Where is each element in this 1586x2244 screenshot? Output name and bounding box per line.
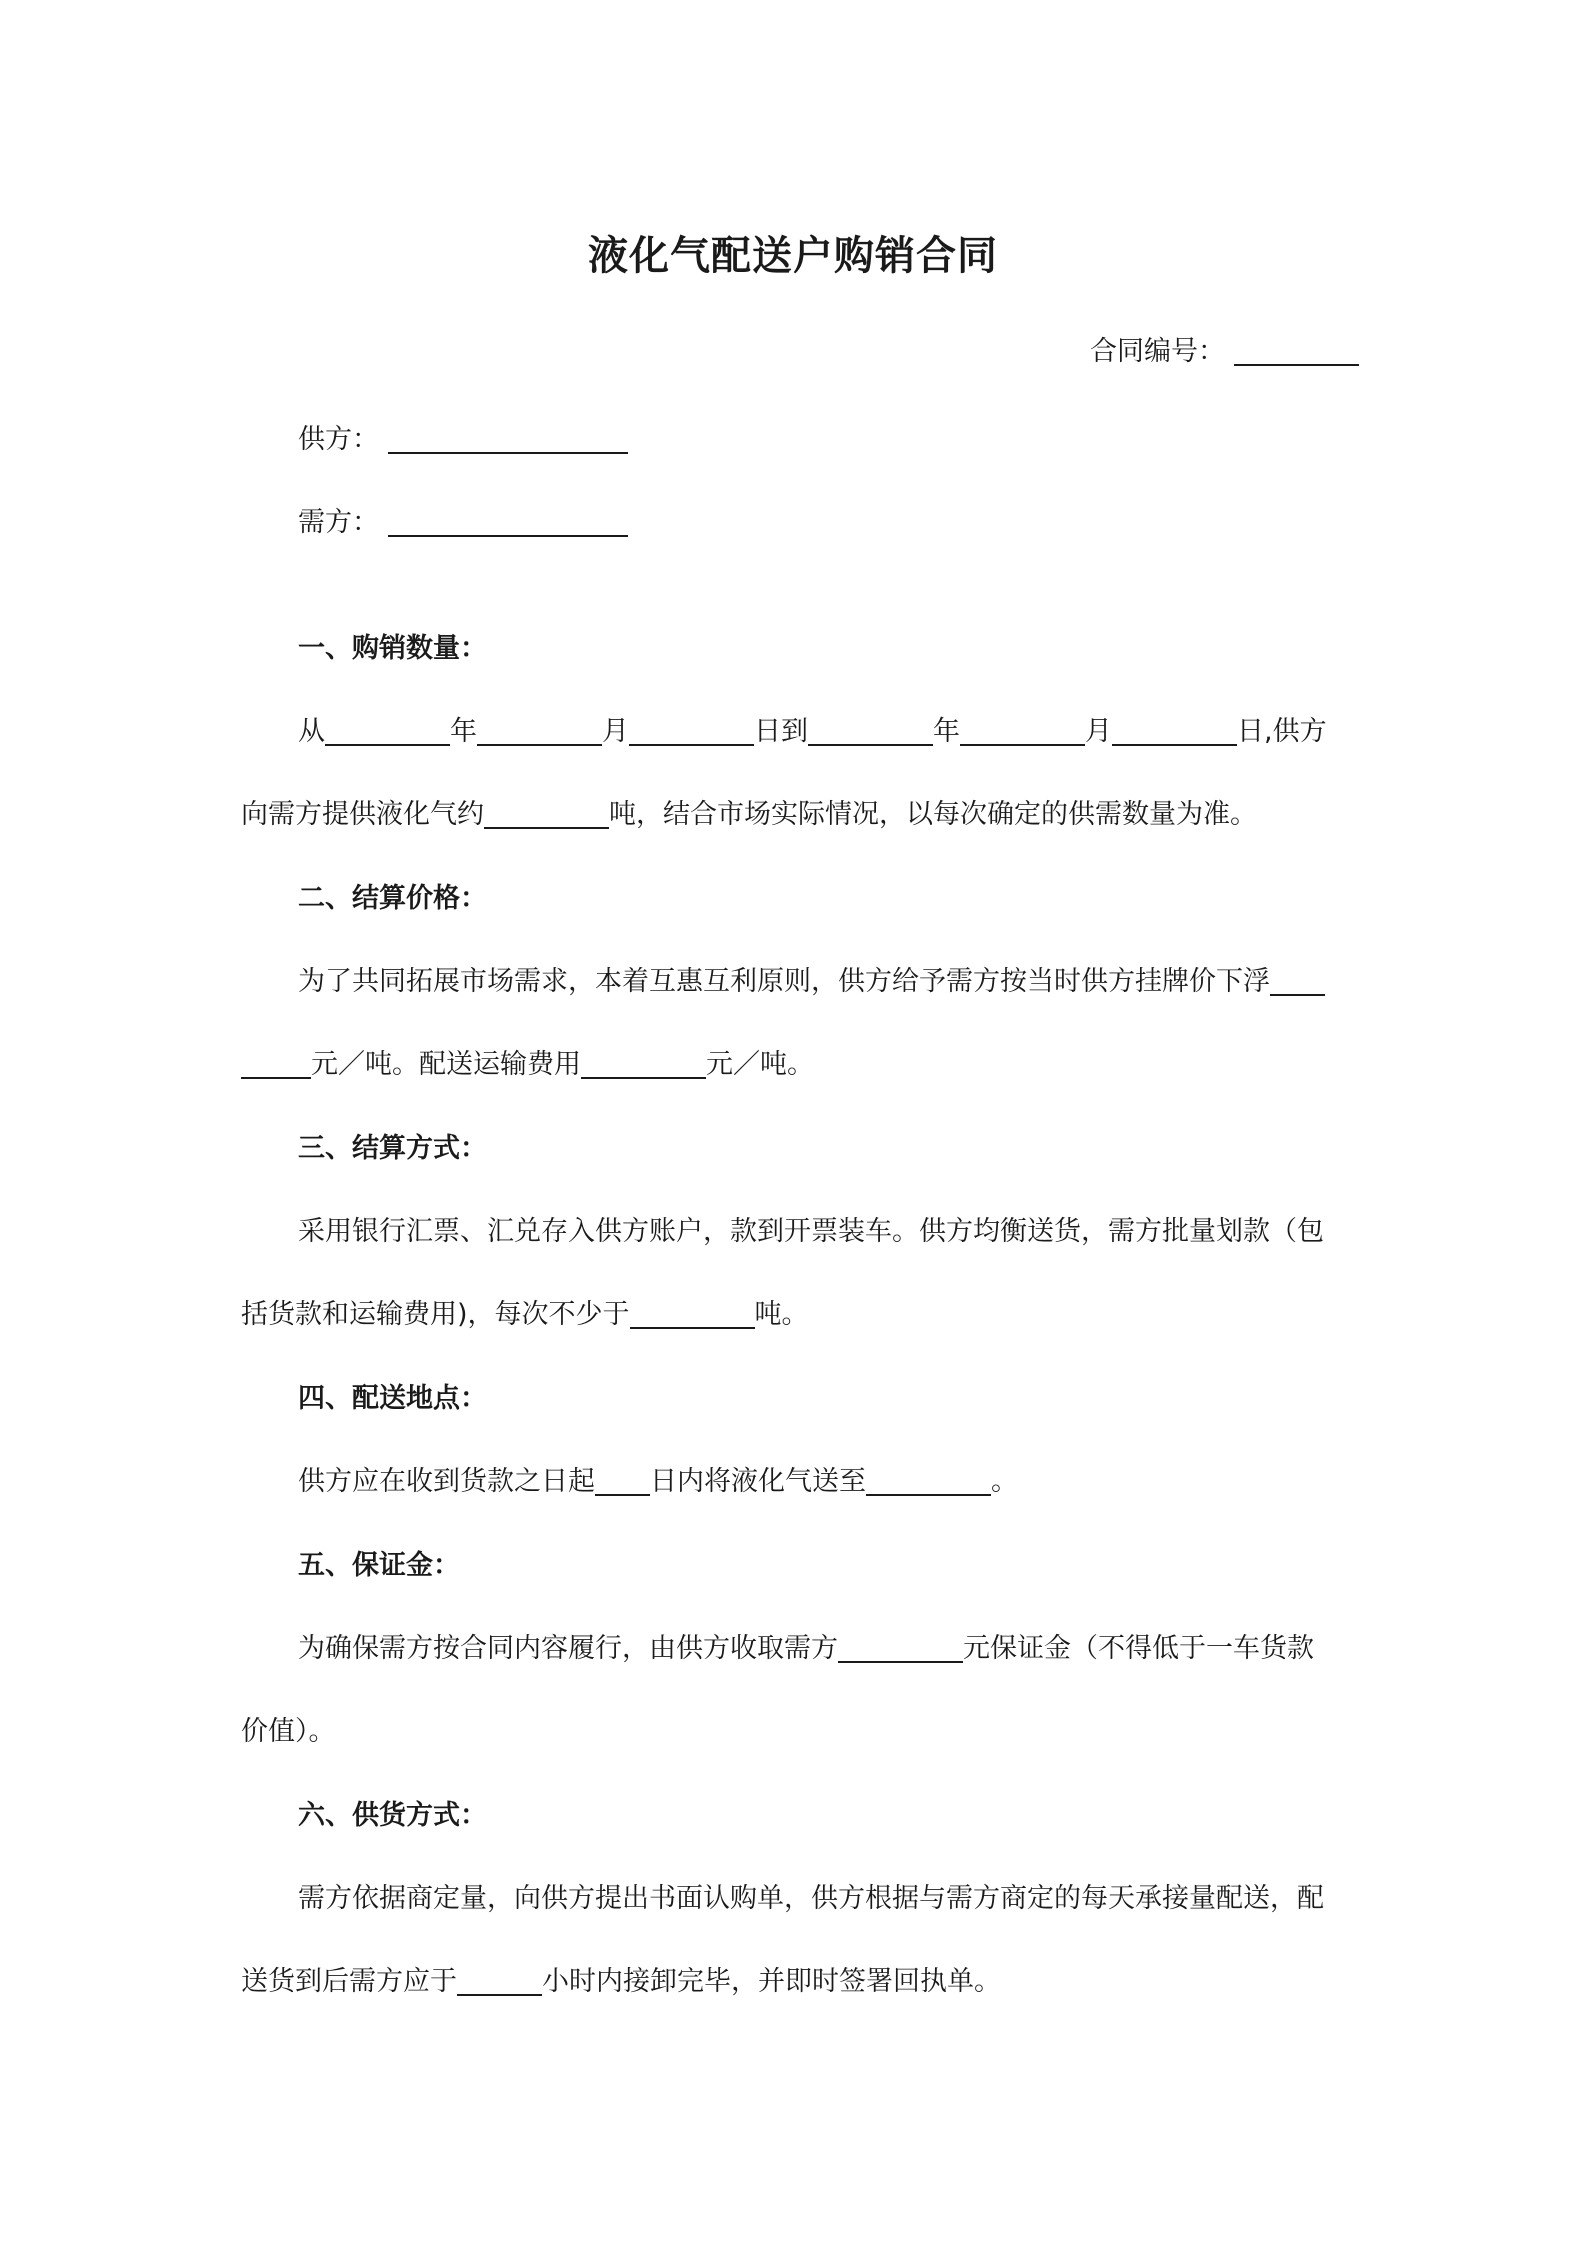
unload-time-suffix: 小时内接卸完毕，并即时签署回执单。 xyxy=(542,1966,1001,1997)
min-quantity-text: 括货款和运输费用)，每次不少于 xyxy=(241,1299,630,1330)
buyer-label: 需方： xyxy=(298,507,379,538)
end-year-blank[interactable] xyxy=(808,714,933,746)
quantity-suffix-text: 吨，结合市场实际情况，以每次确定的供需数量为准。 xyxy=(609,799,1257,830)
section6-line1: 需方依据商定量，向供方提出书面认购单，供方根据与需方商定的每天承接量配送，配 xyxy=(298,1883,1324,1914)
start-day-blank[interactable] xyxy=(629,714,754,746)
section5-line2: 价值）。 xyxy=(241,1716,336,1747)
section1-heading: 一、购销数量： xyxy=(298,633,487,664)
deposit-blank[interactable] xyxy=(838,1631,963,1663)
delivery-period: 。 xyxy=(991,1466,1018,1497)
day-to-text: 日到 xyxy=(754,716,808,747)
section4-heading: 四、配送地点： xyxy=(298,1383,487,1414)
buyer-blank[interactable] xyxy=(388,505,628,537)
section1-quantity xyxy=(241,795,1257,835)
supplier-row xyxy=(298,420,628,460)
section3-line2 xyxy=(241,1295,809,1335)
supplier-blank[interactable] xyxy=(388,422,628,454)
month-text: 月 xyxy=(1085,716,1112,747)
section3-line1: 采用银行汇票、汇兑存入供方账户，款到开票装车。供方均衡送货，需方批量划款（包 xyxy=(298,1216,1324,1247)
section3-heading: 三、结算方式： xyxy=(298,1133,487,1164)
section2-line1 xyxy=(298,962,1325,1002)
month-text: 月 xyxy=(602,716,629,747)
year-text: 年 xyxy=(450,716,477,747)
section6-line2 xyxy=(241,1962,1001,2002)
section6-heading: 六、供货方式： xyxy=(298,1800,487,1831)
section2-line2 xyxy=(241,1045,814,1085)
day-supplier-text: 日,供方 xyxy=(1237,716,1327,747)
transport-fee-text: 元／吨。配送运输费用 xyxy=(311,1049,581,1080)
contract-number-label: 合同编号： xyxy=(1090,336,1225,367)
deposit-suffix-text: 元保证金（不得低于一车货款 xyxy=(963,1633,1314,1664)
document-title: 液化气配送户购销合同 xyxy=(588,233,998,279)
buyer-row xyxy=(298,503,628,543)
delivery-location-blank[interactable] xyxy=(866,1464,991,1496)
end-day-blank[interactable] xyxy=(1112,714,1237,746)
min-quantity-unit: 吨。 xyxy=(754,1299,809,1330)
section2-heading: 二、结算价格： xyxy=(298,883,487,914)
supplier-label: 供方： xyxy=(298,424,379,455)
delivery-days-blank[interactable] xyxy=(595,1464,650,1496)
section5-heading: 五、保证金： xyxy=(298,1550,460,1581)
discount-blank-part1[interactable] xyxy=(1270,964,1325,996)
end-month-blank[interactable] xyxy=(960,714,1085,746)
transport-fee-blank[interactable] xyxy=(581,1047,706,1079)
transport-fee-unit: 元／吨。 xyxy=(706,1049,814,1080)
quantity-text: 向需方提供液化气约 xyxy=(241,799,484,830)
quantity-blank[interactable] xyxy=(484,797,609,829)
start-month-blank[interactable] xyxy=(477,714,602,746)
unload-time-text: 送货到后需方应于 xyxy=(241,1966,457,1997)
section1-date-range xyxy=(298,712,1327,752)
year-text: 年 xyxy=(933,716,960,747)
unload-hours-blank[interactable] xyxy=(457,1964,542,1996)
section5-line1 xyxy=(298,1629,1314,1669)
deposit-text: 为确保需方按合同内容履行，由供方收取需方 xyxy=(298,1633,838,1664)
delivery-location-text: 日内将液化气送至 xyxy=(650,1466,866,1497)
min-quantity-blank[interactable] xyxy=(630,1297,755,1329)
section4-line1 xyxy=(298,1462,1018,1502)
start-year-blank[interactable] xyxy=(325,714,450,746)
price-text: 为了共同拓展市场需求，本着互惠互利原则，供方给予需方按当时供方挂牌价下浮 xyxy=(298,966,1270,997)
contract-number-blank[interactable] xyxy=(1234,334,1359,366)
from-text: 从 xyxy=(298,716,325,747)
contract-number-row xyxy=(1090,332,1359,372)
discount-blank-part2[interactable] xyxy=(241,1047,311,1079)
delivery-days-text: 供方应在收到货款之日起 xyxy=(298,1466,595,1497)
